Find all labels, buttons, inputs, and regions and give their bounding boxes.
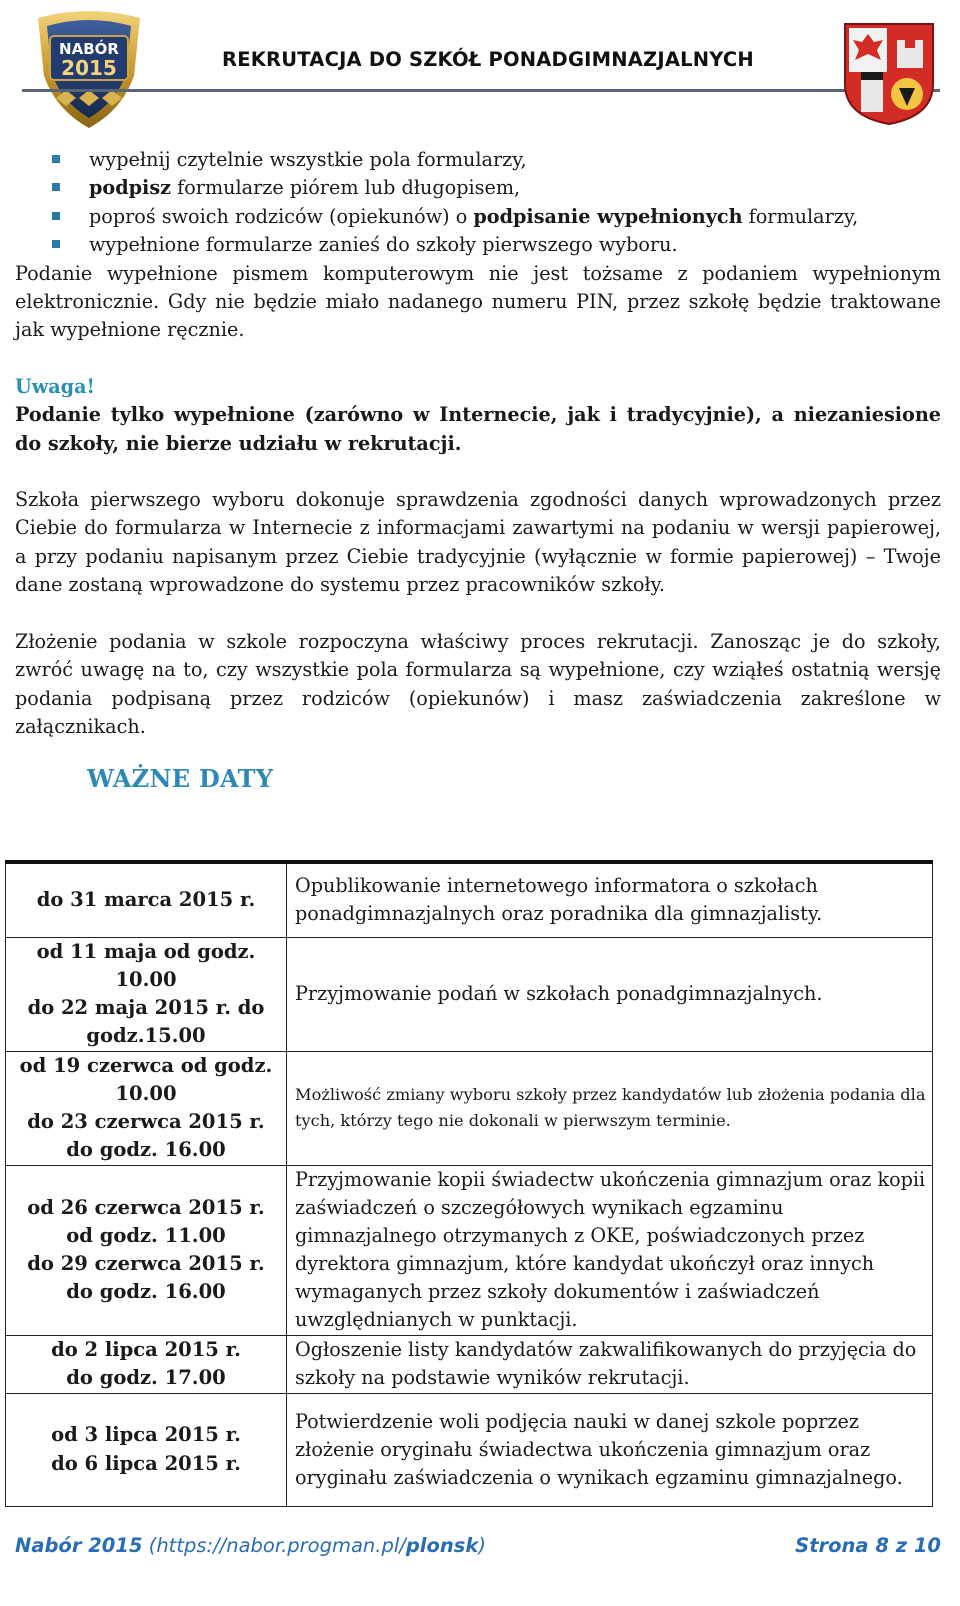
table-row: [6, 1393, 933, 1506]
badge-year: 2015: [61, 56, 117, 80]
bullet-square-icon: [52, 240, 60, 248]
coat-of-arms-icon: [843, 22, 935, 126]
table-row: [6, 1165, 933, 1335]
date-cell: od 11 maja od godz. 10.00 do 22 maja 2015 r. do godz.15.00: [6, 937, 287, 1051]
table-row: [6, 1051, 933, 1165]
description-cell: Potwierdzenie woli podjęcia nauki w danej szkole poprzez złożenie oryginału świadectwa ukończenia gimnazjum oraz oryginału zaświadczenia o wynikach egzaminu gimnazjalnego.: [287, 1393, 933, 1506]
date-cell: do 31 marca 2015 r.: [6, 862, 287, 937]
date-cell: do 2 lipca 2015 r. do godz. 17.00: [6, 1335, 287, 1393]
important-dates-table: [5, 860, 933, 1507]
paragraph-verification: Szkoła pierwszego wyboru dokonuje sprawdzenia zgodności danych wprowadzonych przez Ciebie do formularza w Internecie z informacjami zawartymi na podaniu w wersji papierowej, a przy podaniu napisanym przez Ciebie tradycyjnie (wyłącznie w formie papierowej) – Twoje dane zostaną wprowadzone do systemu przez pracowników szkoły.: [15, 488, 941, 597]
section-title: WAŻNE DATY: [87, 764, 274, 794]
description-cell: Przyjmowanie kopii świadectw ukończenia gimnazjum oraz kopii zaświadczeń o szczegółowych wynikach egzaminu gimnazjalnego otrzymanych z OKE, poświadczonych przez dyrektora gimnazjum, które kandydat ukończył oraz innych wymaganych przez szkoły dokumentów i zaświadczeń uwzględnianych w punktacji.: [287, 1165, 933, 1335]
date-cell: od 3 lipca 2015 r. do 6 lipca 2015 r.: [6, 1393, 287, 1506]
header-rule: [22, 89, 940, 92]
warning-text: Podanie tylko wypełnione (zarówno w Internecie, jak i tradycyjnie), a niezaniesione do szkoły, nie bierze udziału w rekrutacji.: [15, 403, 941, 455]
description-cell: Możliwość zmiany wyboru szkoły przez kandydatów lub złożenia podania dla tych, którzy tego nie dokonali w pierwszym terminie.: [287, 1051, 933, 1165]
instructions-list: [15, 146, 941, 260]
warning-title: Uwaga!: [15, 374, 95, 398]
header-title: REKRUTACJA DO SZKÓŁ PONADGIMNAZJALNYCH: [222, 48, 754, 71]
page-header: [0, 0, 960, 130]
paragraph-submission: Złożenie podania w szkole rozpoczyna właściwy proces rekrutacji. Zanosząc je do szkoły, zwróć uwagę na to, czy wszystkie pola formularza są wypełnione, czy wziąłeś ostatnią wersję podania podpisaną przez rodziców (opiekunów) i masz zaświadczenia zakreślone w załącznikach.: [15, 629, 941, 738]
table-row: [6, 1335, 933, 1393]
table-row: [6, 862, 933, 937]
list-item: wypełnij czytelnie wszystkie pola formularzy,: [89, 146, 941, 174]
date-cell: od 19 czerwca od godz. 10.00 do 23 czerwca 2015 r. do godz. 16.00: [6, 1051, 287, 1165]
page-number: Strona 8 z 10: [795, 1534, 941, 1557]
page-footer: [15, 1534, 941, 1564]
badge-word: NABÓR: [59, 40, 119, 58]
paragraph-electronic: Podanie wypełnione pismem komputerowym nie jest tożsame z podaniem wypełnionym elektronicznie. Gdy nie będzie miało nadanego numeru PIN, przez szkołę będzie traktowane jak wypełnione ręcznie.: [15, 261, 941, 342]
bullet-square-icon: [52, 212, 60, 220]
table-row: [6, 937, 933, 1051]
list-item: podpisz formularze piórem lub długopisem,: [89, 174, 941, 202]
date-cell: od 26 czerwca 2015 r. od godz. 11.00 do 29 czerwca 2015 r. do godz. 16.00: [6, 1165, 287, 1335]
nabor-2015-badge-icon: [30, 6, 148, 130]
list-item: poproś swoich rodziców (opiekunów) o podpisanie wypełnionych formularzy,: [89, 203, 941, 231]
description-cell: Opublikowanie internetowego informatora o szkołach ponadgimnazjalnych oraz poradnika dla gimnazjalisty.: [287, 862, 933, 937]
list-item: wypełnione formularze zanieś do szkoły pierwszego wyboru.: [89, 231, 941, 259]
footer-source: Nabór 2015 (https://nabor.progman.pl/plonsk): [15, 1534, 486, 1557]
description-cell: Ogłoszenie listy kandydatów zakwalifikowanych do przyjęcia do szkoły na podstawie wyników rekrutacji.: [287, 1335, 933, 1393]
main-content: [15, 146, 941, 794]
description-cell: Przyjmowanie podań w szkołach ponadgimnazjalnych.: [287, 937, 933, 1051]
bullet-square-icon: [52, 155, 60, 163]
bullet-square-icon: [52, 183, 60, 191]
